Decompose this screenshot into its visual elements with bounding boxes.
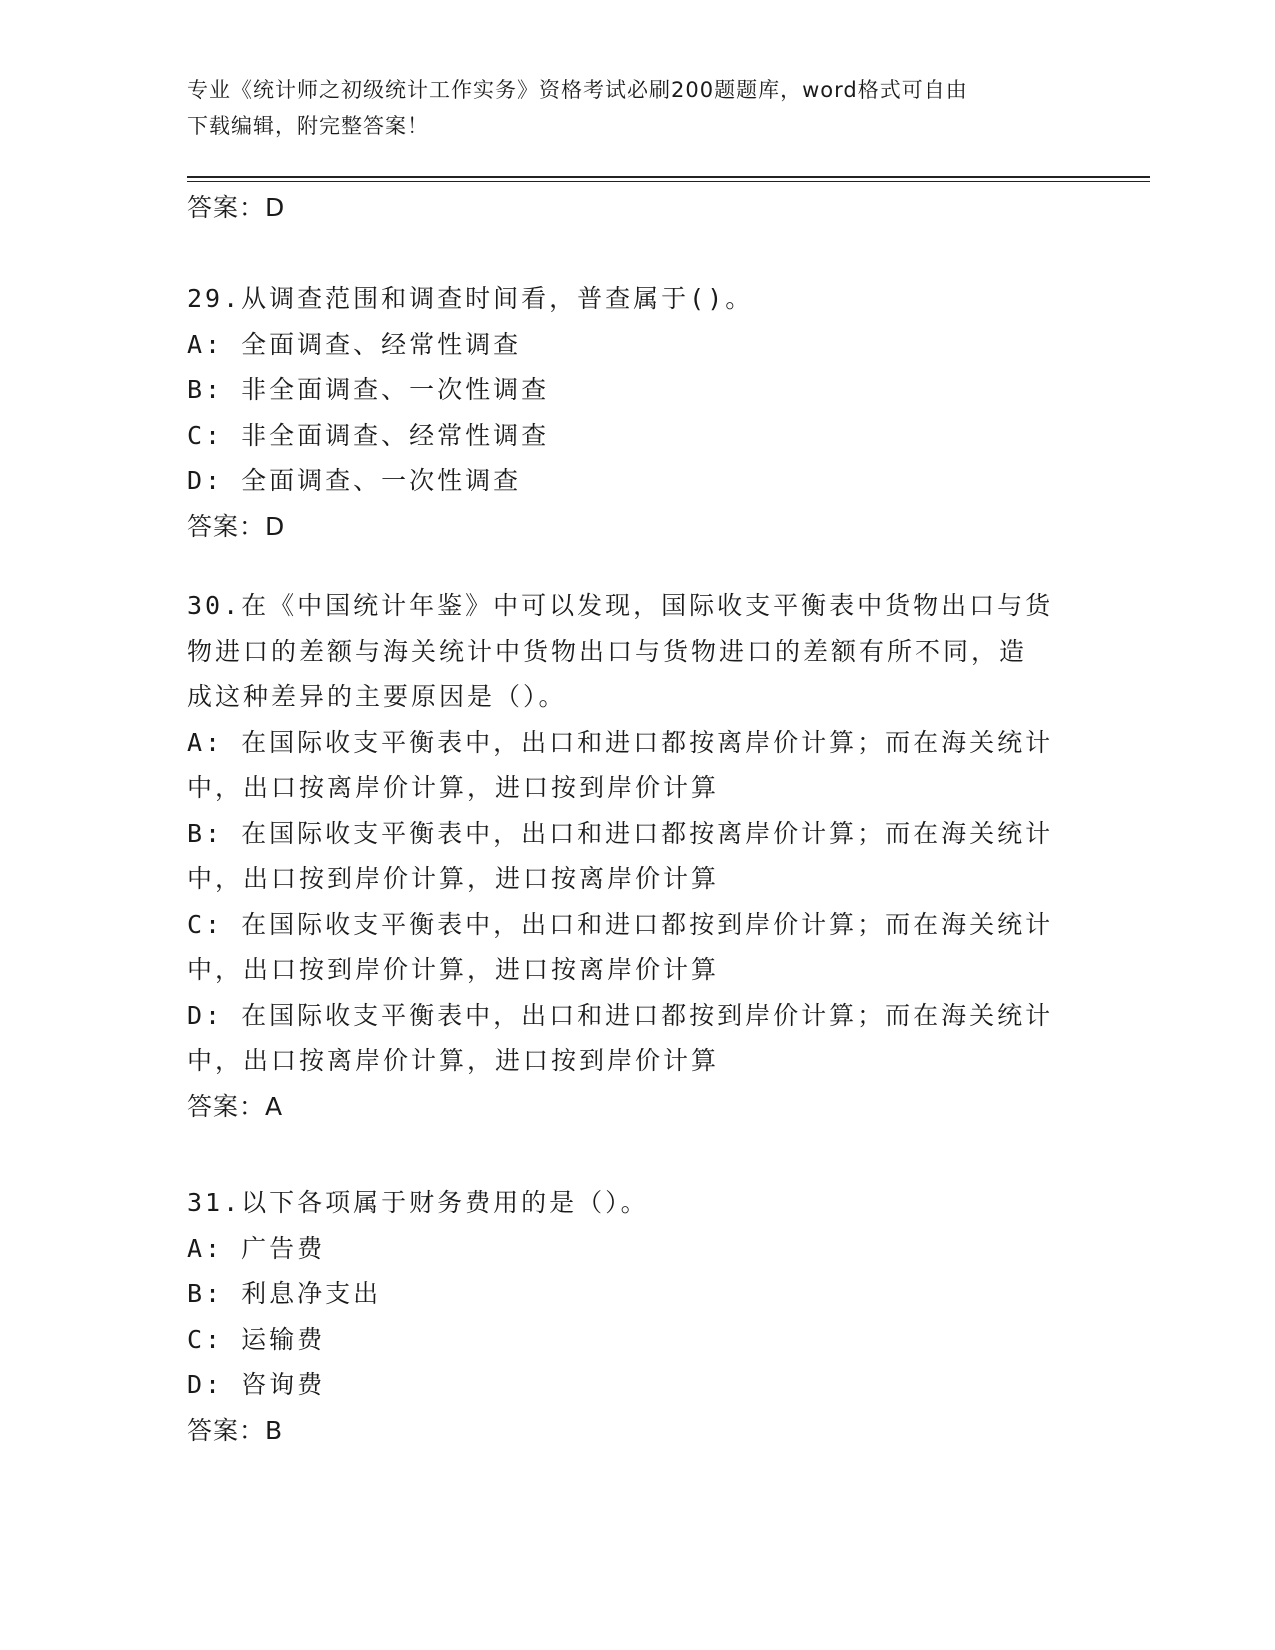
option-d-cont: 中，出口按离岸价计算，进口按到岸价计算 xyxy=(187,1046,720,1075)
question-30 xyxy=(187,583,1087,1130)
option-c-cont: 中，出口按到岸价计算，进口按离岸价计算 xyxy=(187,955,720,984)
option-d: D: 全面调查、一次性调查 xyxy=(187,466,522,495)
option-c: C: 运输费 xyxy=(187,1324,326,1354)
option-d: D: 咨询费 xyxy=(187,1370,326,1399)
answer-prev: 答案：D xyxy=(187,193,286,222)
question-stem: 物进口的差额与海关统计中货物出口与货物进口的差额有所不同，造 xyxy=(187,636,1028,666)
question-stem: 30.在《中国统计年鉴》中可以发现，国际收支平衡表中货物出口与货 xyxy=(187,591,1054,620)
option-a: A: 全面调查、经常性调查 xyxy=(187,329,522,359)
header-divider xyxy=(187,176,1150,178)
question-stem: 31.以下各项属于财务费用的是（）。 xyxy=(187,1188,649,1217)
header-line: 专业《统计师之初级统计工作实务》资格考试必刷200题题库，word格式可自由 xyxy=(187,78,968,102)
question-31 xyxy=(187,1180,1087,1454)
option-d: D: 在国际收支平衡表中，出口和进口都按到岸价计算；而在海关统计 xyxy=(187,1000,1054,1030)
option-b: B: 利息净支出 xyxy=(187,1279,382,1308)
option-b: B: 在国际收支平衡表中，出口和进口都按离岸价计算；而在海关统计 xyxy=(187,818,1054,848)
header-line: 下载编辑，附完整答案！ xyxy=(187,114,429,138)
header-divider-thin xyxy=(187,181,1150,182)
option-c: C: 非全面调查、经常性调查 xyxy=(187,420,550,450)
question-stem: 29.从调查范围和调查时间看，普查属于()。 xyxy=(187,284,754,313)
answer: 答案：A xyxy=(187,1091,284,1121)
question-stem: 成这种差异的主要原因是（）。 xyxy=(187,682,567,711)
option-a-cont: 中，出口按离岸价计算，进口按到岸价计算 xyxy=(187,773,720,802)
answer: 答案：D xyxy=(187,511,286,541)
answer: 答案：B xyxy=(187,1415,284,1445)
option-b-cont: 中，出口按到岸价计算，进口按离岸价计算 xyxy=(187,864,720,893)
option-a: A: 在国际收支平衡表中，出口和进口都按离岸价计算；而在海关统计 xyxy=(187,727,1054,757)
option-a: A: 广告费 xyxy=(187,1233,326,1263)
option-b: B: 非全面调查、一次性调查 xyxy=(187,375,550,404)
question-29 xyxy=(187,276,1087,550)
page-header xyxy=(187,72,1067,144)
option-c: C: 在国际收支平衡表中，出口和进口都按到岸价计算；而在海关统计 xyxy=(187,909,1054,939)
